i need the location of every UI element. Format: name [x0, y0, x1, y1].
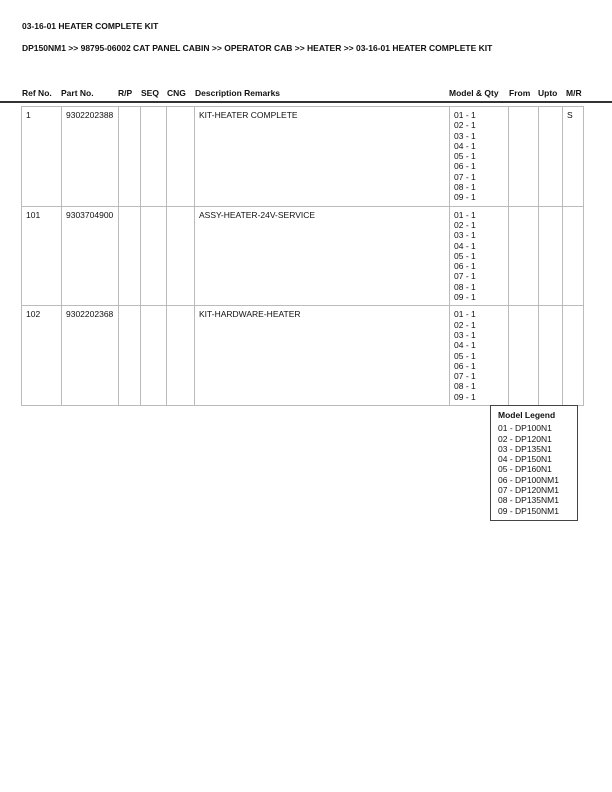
cell-seq: [141, 107, 167, 207]
model-qty: 01 - 1: [454, 209, 476, 220]
model-qty: 02 - 1: [454, 120, 476, 131]
col-header-rp: R/P: [118, 88, 133, 98]
cell-part: 9303704900: [62, 206, 119, 306]
col-header-cng: CNG: [167, 88, 186, 98]
model-qty: 02 - 1: [454, 219, 476, 230]
cell-desc: KIT-HARDWARE-HEATER: [195, 306, 450, 406]
cell-ref: 101: [22, 206, 62, 306]
legend-item: 04 - DP150N1: [498, 454, 552, 465]
cell-mr: S: [563, 107, 584, 207]
legend-title: Model Legend: [498, 410, 556, 420]
model-qty: 07 - 1: [454, 371, 476, 382]
model-qty: 06 - 1: [454, 161, 476, 172]
model-qty: 08 - 1: [454, 182, 476, 193]
model-qty: 09 - 1: [454, 292, 476, 303]
model-qty: 04 - 1: [454, 340, 476, 351]
model-qty: 01 - 1: [454, 110, 476, 120]
cell-mr: [563, 306, 584, 406]
model-qty: 03 - 1: [454, 230, 476, 241]
legend-item: 05 - DP160N1: [498, 464, 552, 475]
cell-mr: [563, 206, 584, 306]
cell-upto: [539, 107, 563, 207]
cell-rp: [119, 206, 141, 306]
model-qty: 04 - 1: [454, 240, 476, 251]
model-qty: 08 - 1: [454, 281, 476, 292]
cell-upto: [539, 206, 563, 306]
col-header-seq: SEQ: [141, 88, 159, 98]
cell-desc: ASSY-HEATER-24V-SERVICE: [195, 206, 450, 306]
cell-from: [509, 206, 539, 306]
table-row: [22, 306, 584, 406]
cell-seq: [141, 206, 167, 306]
header-divider: [0, 101, 612, 103]
model-qty: 09 - 1: [454, 192, 476, 203]
legend-item: 03 - DP135N1: [498, 443, 552, 454]
cell-upto: [539, 306, 563, 406]
col-header-qty: Model & Qty: [449, 88, 499, 98]
cell-cng: [167, 206, 195, 306]
cell-rp: [119, 306, 141, 406]
col-header-part: Part No.: [61, 88, 94, 98]
model-qty: 06 - 1: [454, 360, 476, 371]
cell-cng: [167, 306, 195, 406]
cell-from: [509, 306, 539, 406]
cell-desc: KIT-HEATER COMPLETE: [195, 107, 450, 207]
cell-qty: [450, 206, 509, 306]
breadcrumb: DP150NM1 >> 98795-06002 CAT PANEL CABIN >> OPERATOR CAB >> HEATER >> 03-16-01 HEATER COMPLETE KIT: [22, 43, 493, 53]
cell-seq: [141, 306, 167, 406]
model-qty: 08 - 1: [454, 381, 476, 392]
model-qty: 06 - 1: [454, 261, 476, 272]
legend-item: 08 - DP135NM1: [498, 495, 559, 506]
col-header-upto: Upto: [538, 88, 558, 98]
legend-item: 01 - DP100N1: [498, 423, 552, 434]
col-header-from: From: [509, 88, 531, 98]
col-header-mr: M/R: [566, 88, 582, 98]
model-legend: [490, 405, 578, 521]
model-qty: 07 - 1: [454, 271, 476, 282]
model-qty: 05 - 1: [454, 250, 476, 261]
legend-item: 09 - DP150NM1: [498, 505, 559, 516]
model-qty: 09 - 1: [454, 391, 476, 402]
model-qty: 05 - 1: [454, 350, 476, 361]
col-header-desc: Description Remarks: [195, 88, 281, 98]
cell-ref: 1: [22, 107, 62, 207]
model-qty: 07 - 1: [454, 171, 476, 182]
cell-from: [509, 107, 539, 207]
cell-qty: [450, 306, 509, 406]
page-title: 03-16-01 HEATER COMPLETE KIT: [22, 21, 159, 31]
model-qty: 03 - 1: [454, 130, 476, 141]
parts-table: [21, 106, 584, 406]
cell-part: 9302202368: [62, 306, 119, 406]
model-qty: 03 - 1: [454, 329, 476, 340]
cell-cng: [167, 107, 195, 207]
legend-item: 07 - DP120NM1: [498, 485, 559, 496]
model-qty: 05 - 1: [454, 151, 476, 162]
col-header-ref: Ref No.: [22, 88, 52, 98]
table-row: [22, 107, 584, 207]
table-row: [22, 206, 584, 306]
cell-ref: 102: [22, 306, 62, 406]
legend-item: 02 - DP120N1: [498, 433, 552, 444]
model-qty: 04 - 1: [454, 140, 476, 151]
cell-rp: [119, 107, 141, 207]
cell-qty: [450, 107, 509, 207]
model-qty: 02 - 1: [454, 319, 476, 330]
model-qty: 01 - 1: [454, 309, 476, 320]
cell-part: 9302202388: [62, 107, 119, 207]
legend-item: 06 - DP100NM1: [498, 474, 559, 485]
